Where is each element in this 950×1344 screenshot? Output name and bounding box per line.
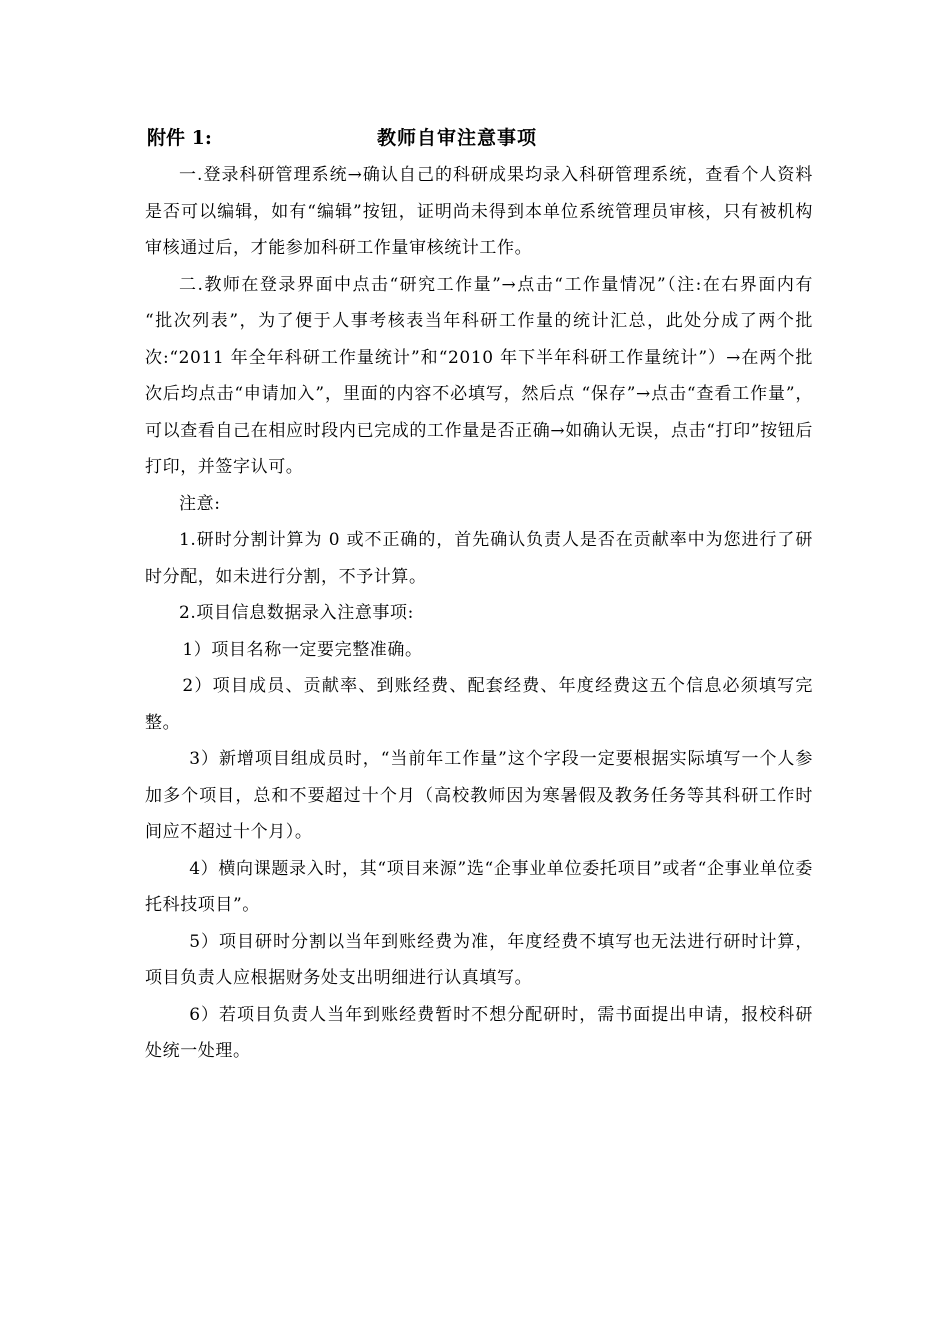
document-body xyxy=(145,157,813,1070)
sub-item-1: 1）项目名称一定要完整准确。 xyxy=(182,639,423,660)
note-item-1: 1.研时分割计算为 0 或不正确的，首先确认负责人是否在贡献率中为您进行了研时分配，如未进行分割，不予计算。 xyxy=(145,530,813,587)
note-item-2: 2.项目信息数据录入注意事项: xyxy=(179,603,414,623)
page-title: 教师自审注意事项 xyxy=(377,127,538,149)
sub-item-4: 4）横向课题录入时，其“项目来源”选“企事业单位委托项目”或者“企事业单位委托科技项目”。 xyxy=(145,858,813,915)
sub-item-2: 2）项目成员、贡献率、到账经费、配套经费、年度经费这五个信息必须填写完整。 xyxy=(145,676,813,733)
sub-item-3: 3）新增项目组成员时，“当前年工作量”这个字段一定要根据实际填写一个人参加多个项目，总和不要超过十个月（高校教师因为寒暑假及教务任务等其科研工作时间应不超过十个月）。 xyxy=(145,749,813,842)
note-label: 注意: xyxy=(179,493,221,514)
document-header xyxy=(147,122,827,154)
paragraph-workload-steps: 二.教师在登录界面中点击“研究工作量”→点击“工作量情况”（注:在右界面内有 “批次列表”，为了便于人事考核表当年科研工作量的统计汇总，此处分成了两个批次:“2011 年全年科研工作量统计”和“2010 年下半年科研工作量统计”）→在两个批次后均点击“申请加入”，里面的内容不必填写，然后点 “保存”→点击“查看工作量”，可以查看自己在相应时段内已完成的工作量是否正确→如确认无误，点击“打印”按钮后打印，并签字认可。 xyxy=(145,274,813,477)
sub-item-5: 5）项目研时分割以当年到账经费为准，年度经费不填写也无法进行研时计算，项目负责人应根据财务处支出明细进行认真填写。 xyxy=(145,931,813,988)
paragraph-login-steps: 一.登录科研管理系统→确认自己的科研成果均录入科研管理系统，查看个人资料是否可以编辑，如有“编辑”按钮，证明尚未得到本单位系统管理员审核，只有被机构审核通过后，才能参加科研工作量审核统计工作。 xyxy=(145,165,813,258)
attachment-label: 附件 1: xyxy=(147,127,212,149)
sub-item-6: 6）若项目负责人当年到账经费暂时不想分配研时，需书面提出申请，报校科研处统一处理。 xyxy=(145,1004,813,1061)
